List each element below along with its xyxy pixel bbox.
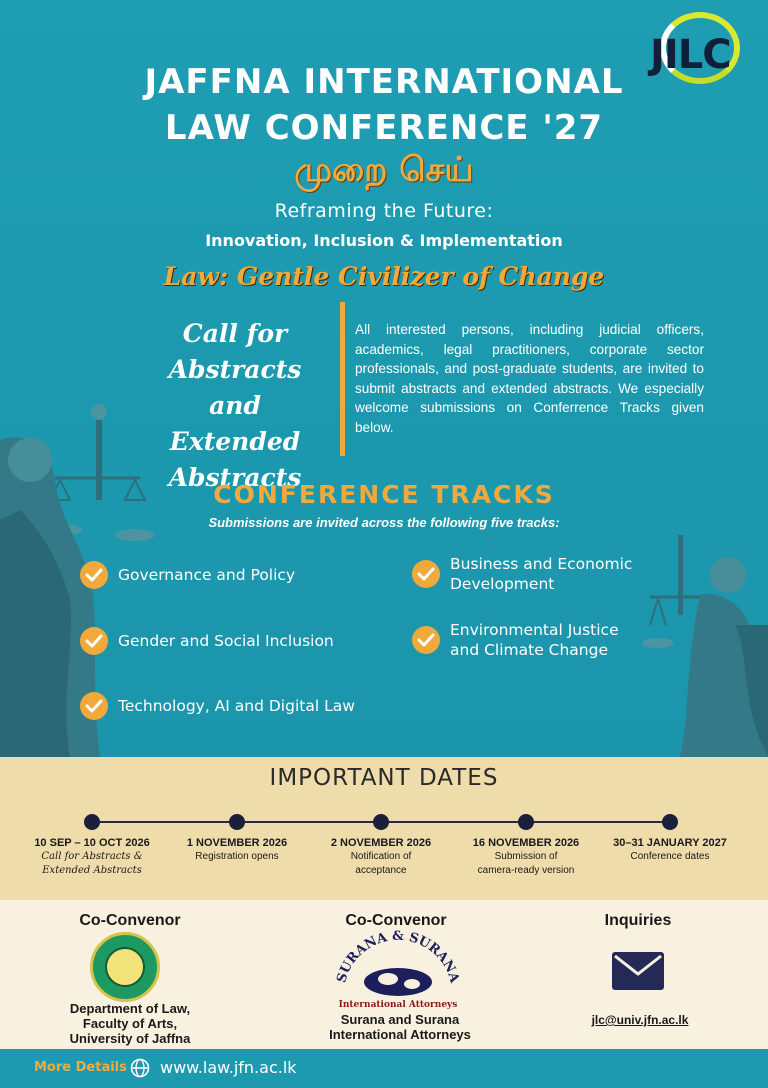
convenor2-line: International Attorneys [329,1027,471,1042]
contacts-section [0,900,768,1049]
surana-logo-icon [330,924,466,1004]
university-seal-icon [90,932,160,1002]
inquiries-heading: Inquiries [604,912,672,929]
surana-logo-text: SURANA & SURANA [334,929,462,985]
tamil-title: முறை செய் [294,150,474,190]
convenor1-heading: Co-Convenor [79,912,181,929]
track-label-line: Environmental Justice [450,621,619,639]
conference-title-line2: LAW CONFERENCE '27 [164,108,604,148]
surana-logo-sub: International Attorneys [338,1000,458,1010]
track-label: Gender and Social Inclusion [118,632,334,650]
convenor1-line: Department of Law, [69,1001,191,1016]
timeline-dot [373,814,389,830]
date-desc: Extended Abstracts [42,865,142,876]
timeline-dot [84,814,100,830]
date-value: 10 SEP – 10 OCT 2026 [34,837,150,849]
date-item [17,837,167,877]
date-item [306,837,456,877]
tracks-heading: CONFERENCE TRACKS [213,480,555,509]
date-desc: Notification of [350,851,412,862]
lady-justice-right-image [640,535,768,757]
more-details-label: More Details [34,1060,127,1075]
subtitle-innovation: Innovation, Inclusion & Implementation [205,231,563,250]
cfa-line: Abstracts [168,463,302,492]
globe-icon [130,1058,150,1078]
tagline: Law: Gentle Civilizer of Change [163,262,605,291]
date-value: 30–31 JANUARY 2027 [613,837,727,849]
website-link[interactable]: www.law.jfn.ac.lk [160,1058,297,1077]
track-label-line: Business and Economic [450,555,633,573]
convenor1-line: University of Jaffna [69,1031,191,1046]
track-item [412,620,619,660]
date-item [162,837,312,863]
date-item [595,837,745,863]
check-icon [80,561,108,589]
important-dates-section [0,757,768,900]
footer [0,1049,768,1088]
date-value: 16 NOVEMBER 2026 [472,837,580,849]
track-label-line: and Climate Change [450,641,609,659]
track-label [450,620,619,660]
convenor2-heading: Co-Convenor [345,912,447,929]
subtitle-reframing: Reframing the Future: [274,200,494,222]
track-label: Technology, AI and Digital Law [118,697,355,715]
date-desc: camera-ready version [477,865,575,876]
date-desc: Call for Abstracts & [41,851,143,862]
track-item [412,554,632,594]
conference-title-line1: JAFFNA INTERNATIONAL [144,62,624,102]
track-label: Governance and Policy [118,566,296,584]
cfa-line: Abstracts and [168,355,302,420]
cfa-line: Call for [182,319,288,348]
convenor2-line: Surana and Surana [340,1012,460,1027]
dates-heading: IMPORTANT DATES [269,765,499,791]
track-item [80,627,334,655]
check-icon [80,692,108,720]
date-desc: Submission of [494,851,558,862]
date-desc: Conference dates [630,851,710,862]
timeline-dot [662,814,678,830]
check-icon [80,627,108,655]
date-item [451,837,601,877]
logo-text: JILC [650,32,731,78]
date-desc: Registration opens [195,851,279,862]
call-for-abstracts-heading [140,316,330,496]
track-label [450,554,632,594]
check-icon [412,626,440,654]
inquiry-email-link[interactable]: jlc@univ.jfn.ac.lk [591,1013,689,1027]
check-icon [412,560,440,588]
date-desc: acceptance [355,865,407,876]
convenor1-name [20,1001,240,1046]
date-value: 2 NOVEMBER 2026 [330,837,432,849]
date-value: 1 NOVEMBER 2026 [186,837,288,849]
cfa-line: Extended [169,427,301,456]
timeline-dot [518,814,534,830]
convenor1-line: Faculty of Arts, [82,1016,178,1031]
call-description: All interested persons, including judicial officers, academics, legal practitioners, corporate sector professionals, and post-graduate students, are invited to submit abstracts and extended abstracts. We especially welcome submissions on Conferrence Tracks given below. [355,322,704,435]
timeline-dot [229,814,245,830]
track-item [80,692,355,720]
track-label-line: Development [450,575,555,593]
tracks-subheading: Submissions are invited across the following five tracks: [208,515,560,530]
track-item [80,561,295,589]
convenor2-name [290,1012,510,1042]
divider [340,302,345,456]
envelope-icon [612,952,664,990]
